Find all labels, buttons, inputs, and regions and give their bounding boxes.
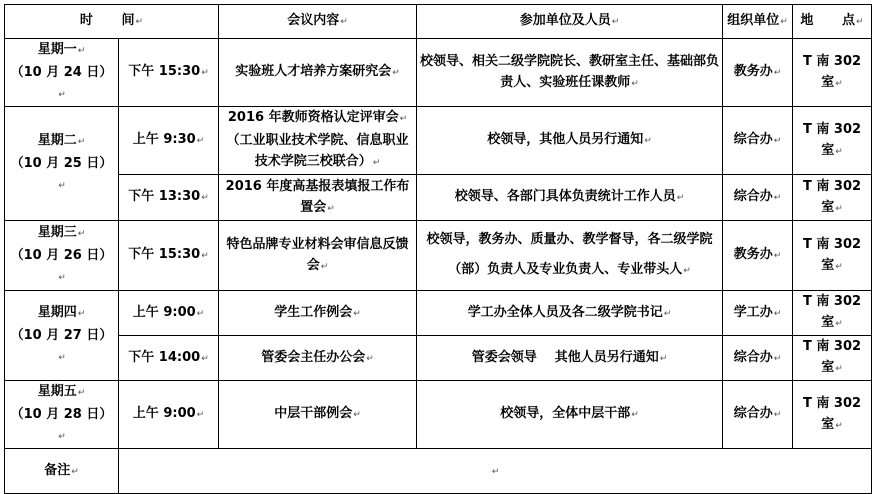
table-row xyxy=(5,39,872,107)
content-cell: 2016 年教师资格认定评审会↵ （工业职业技术学院、信息职业技术学院三校联合）↵ xyxy=(219,107,417,175)
location-cell: T 南 302 室↵ xyxy=(793,107,872,175)
organizer-cell: 综合办↵ xyxy=(723,381,793,449)
content-cell: 学生工作例会↵ xyxy=(219,291,417,336)
day-cell: 星期二↵ （10 月 25 日）↵ xyxy=(5,107,119,221)
header-organizer: 组织单位↵ xyxy=(723,5,793,39)
table-row xyxy=(5,291,872,336)
participants-cell: 管委会领导 其他人员另行通知↵ xyxy=(417,336,723,381)
organizer-cell: 综合办↵ xyxy=(723,336,793,381)
organizer-cell: 综合办↵ xyxy=(723,107,793,175)
location-cell: T 南 302 室↵ xyxy=(793,175,872,221)
time-cell: 下午 15:30↵ xyxy=(119,39,219,107)
table-row xyxy=(5,175,872,221)
time-cell: 上午 9:00↵ xyxy=(119,381,219,449)
remarks-label: 备注↵ xyxy=(5,449,119,494)
day-cell: 星期四↵ （10 月 27 日）↵ xyxy=(5,291,119,381)
participants-cell: 校领导，其他人员另行通知↵ xyxy=(417,107,723,175)
day-cell: 星期一↵ （10 月 24 日）↵ xyxy=(5,39,119,107)
participants-cell: 校领导，全体中层干部↵ xyxy=(417,381,723,449)
header-time: 时 间↵ xyxy=(5,5,219,39)
table-row xyxy=(5,107,872,175)
organizer-cell: 教务办↵ xyxy=(723,221,793,291)
location-cell: T 南 302 室↵ xyxy=(793,39,872,107)
organizer-cell: 教务办↵ xyxy=(723,39,793,107)
meeting-schedule-table xyxy=(4,4,872,494)
content-cell: 2016 年度高基报表填报工作布置会↵ xyxy=(219,175,417,221)
time-cell: 上午 9:30↵ xyxy=(119,107,219,175)
time-cell: 下午 13:30↵ xyxy=(119,175,219,221)
header-participants: 参加单位及人员↵ xyxy=(417,5,723,39)
time-cell: 下午 14:00↵ xyxy=(119,336,219,381)
header-location: 地 点↵ xyxy=(793,5,872,39)
participants-cell: 学工办全体人员及各二级学院书记↵ xyxy=(417,291,723,336)
content-cell: 特色品牌专业材料会审信息反馈会↵ xyxy=(219,221,417,291)
organizer-cell: 学工办↵ xyxy=(723,291,793,336)
location-cell: T 南 302 室↵ xyxy=(793,221,872,291)
location-cell: T 南 302 室↵ xyxy=(793,336,872,381)
day-cell: 星期三↵ （10 月 26 日）↵ xyxy=(5,221,119,291)
header-content: 会议内容↵ xyxy=(219,5,417,39)
content-cell: 实验班人才培养方案研究会↵ xyxy=(219,39,417,107)
time-cell: 下午 15:30↵ xyxy=(119,221,219,291)
organizer-cell: 综合办↵ xyxy=(723,175,793,221)
table-row xyxy=(5,336,872,381)
content-cell: 管委会主任办公会↵ xyxy=(219,336,417,381)
remarks-row xyxy=(5,449,872,494)
day-cell: 星期五↵ （10 月 28 日）↵ xyxy=(5,381,119,449)
time-cell: 上午 9:00↵ xyxy=(119,291,219,336)
participants-cell: 校领导，教务办、质量办、教学督导，各二级学院 （部）负责人及专业负责人、专业带头人↵ xyxy=(417,221,723,291)
participants-cell: 校领导、各部门具体负责统计工作人员↵ xyxy=(417,175,723,221)
remarks-value: ↵ xyxy=(119,449,872,494)
location-cell: T 南 302 室↵ xyxy=(793,381,872,449)
content-cell: 中层干部例会↵ xyxy=(219,381,417,449)
location-cell: T 南 302 室↵ xyxy=(793,291,872,336)
table-row xyxy=(5,221,872,291)
table-row xyxy=(5,381,872,449)
header-row xyxy=(5,5,872,39)
participants-cell: 校领导、相关二级学院院长、教研室主任、基础部负责人、实验班任课教师↵ xyxy=(417,39,723,107)
